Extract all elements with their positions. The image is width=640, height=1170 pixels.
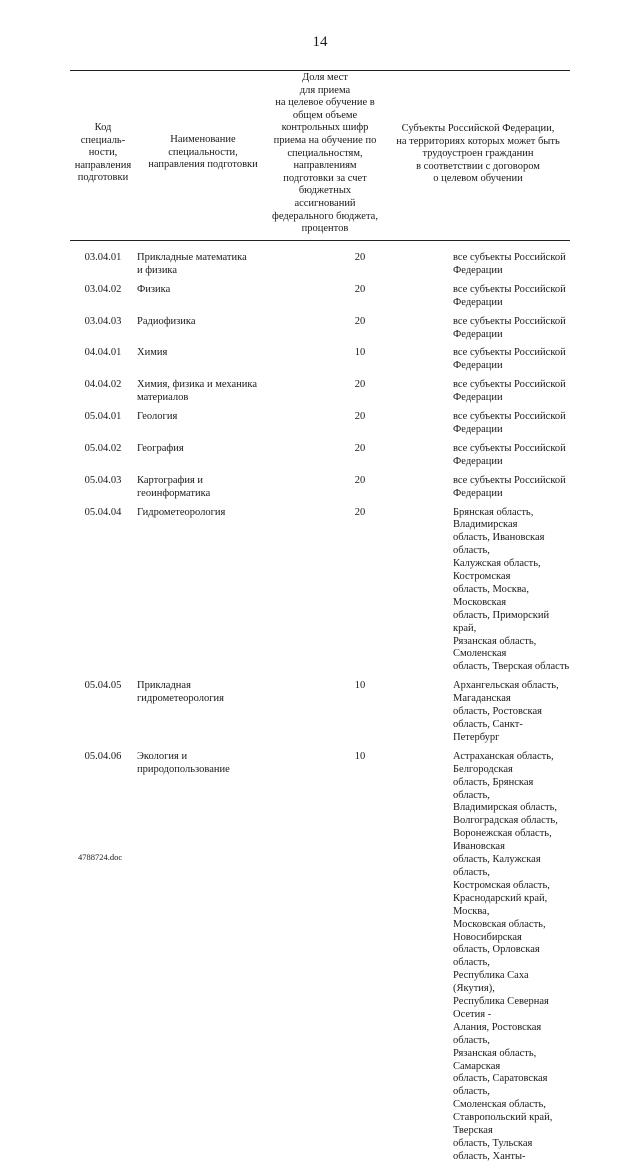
share-cell: 10 bbox=[354, 680, 366, 692]
code-cell: 03.04.03 bbox=[84, 315, 122, 327]
code-cell: 03.04.02 bbox=[84, 283, 122, 295]
name-cell: География bbox=[137, 442, 184, 454]
table-row bbox=[70, 680, 571, 745]
subjects-cell: Астраханская область, Белгородская область, Брянская область, Владимирская область, Волгоградская область, Воронежская область, Ивановская область, Калужская область, Костромская область, Краснодарский край, Москва, Московская область, Новосибирская область, Орловская область, Республика Саха (Якутия), Республика Северная Осетия - Алания, Ростовская область, Рязанская область, Самарская область, Саратовская область, Смоленская область, Ставропольский край, Тверская область, Тульская область, Ханты- bbox=[453, 750, 558, 1162]
name-cell: Гидрометеорология bbox=[137, 506, 226, 518]
subjects-cell: Брянская область, Владимирская область, Ивановская область, Калужская область, Костромская область, Москва, Московская область, Приморский край, Рязанская область, Смоленская область, Тверская область bbox=[453, 506, 570, 673]
subjects-cell: все субъекты Российской Федерации bbox=[453, 252, 566, 276]
share-cell: 10 bbox=[354, 347, 366, 359]
code-cell: 05.04.05 bbox=[84, 680, 122, 692]
table-row bbox=[70, 284, 571, 310]
subjects-cell: Архангельская область, Магаданская область, Ростовская область, Санкт- Петербург bbox=[453, 680, 559, 743]
name-cell: Картография и геоинформатика bbox=[137, 474, 211, 499]
share-cell: 20 bbox=[354, 506, 366, 518]
table-row bbox=[70, 379, 571, 405]
name-cell: Химия, физика и механика материалов bbox=[137, 379, 257, 404]
header-bottom-rule bbox=[70, 240, 570, 241]
name-cell: Прикладная гидрометеорология bbox=[137, 680, 224, 705]
name-cell: Экология и природопользование bbox=[137, 750, 230, 775]
header-share: Доля мест для приема на целевое обучение в общем объеме контрольных шифр приема на обучение по специальностям, направлениям подготовки за счет бюджетных ассигнований федерального бюджета, процентов bbox=[272, 72, 378, 235]
subjects-cell: все субъекты Российской Федерации bbox=[453, 379, 566, 404]
code-cell: 05.04.06 bbox=[84, 750, 122, 762]
table-row bbox=[70, 507, 571, 675]
name-cell: Радиофизика bbox=[137, 315, 196, 327]
share-cell: 20 bbox=[354, 252, 366, 263]
specialties-table bbox=[70, 252, 571, 1170]
row-spacer-cell bbox=[70, 1164, 571, 1170]
table-row bbox=[70, 411, 571, 437]
header-subjects: Субъекты Российской Федерации, на территориях которых может быть трудоустроен гражданин в соответствии с договором о целевом обучении bbox=[396, 123, 560, 185]
name-cell: Прикладные математика и физика bbox=[137, 252, 247, 276]
header-top-rule bbox=[126, 70, 570, 71]
page-number: 14 bbox=[312, 34, 328, 50]
code-cell: 05.04.03 bbox=[84, 474, 122, 486]
code-cell: 03.04.01 bbox=[84, 252, 122, 263]
subjects-cell: все субъекты Российской Федерации bbox=[453, 315, 566, 340]
code-cell: 05.04.02 bbox=[84, 442, 122, 454]
share-cell: 20 bbox=[354, 283, 366, 295]
row-spacer bbox=[70, 1164, 571, 1170]
code-cell: 04.04.02 bbox=[84, 379, 122, 391]
name-cell: Химия bbox=[137, 347, 168, 359]
table-row bbox=[70, 475, 571, 501]
share-cell: 20 bbox=[354, 442, 366, 454]
code-cell: 05.04.01 bbox=[84, 411, 122, 423]
share-cell: 20 bbox=[354, 315, 366, 327]
share-cell: 20 bbox=[354, 411, 366, 423]
table-row bbox=[70, 751, 571, 1164]
share-cell: 20 bbox=[354, 379, 366, 391]
subjects-cell: все субъекты Российской Федерации bbox=[453, 411, 566, 435]
code-cell: 04.04.01 bbox=[84, 347, 122, 359]
code-cell: 05.04.04 bbox=[84, 506, 122, 518]
subjects-cell: все субъекты Российской Федерации bbox=[453, 442, 566, 467]
table-row bbox=[70, 347, 571, 373]
table-row bbox=[70, 443, 571, 469]
table-body bbox=[70, 252, 571, 1170]
name-cell: Физика bbox=[137, 283, 171, 295]
header-top-rule-left bbox=[70, 70, 126, 71]
subjects-cell: все субъекты Российской Федерации bbox=[453, 347, 566, 372]
share-cell: 10 bbox=[354, 750, 366, 762]
subjects-cell: все субъекты Российской Федерации bbox=[453, 474, 566, 499]
name-cell: Геология bbox=[137, 411, 178, 423]
header-name: Наименование специальности, направления подготовки bbox=[148, 134, 258, 171]
header-code: Код специаль- ности, направления подготовки bbox=[74, 122, 132, 184]
subjects-cell: все субъекты Российской Федерации bbox=[453, 283, 566, 308]
document-id: 4788724.doc bbox=[78, 852, 123, 862]
table-row bbox=[70, 252, 571, 278]
share-cell: 20 bbox=[354, 474, 366, 486]
table-row bbox=[70, 316, 571, 342]
